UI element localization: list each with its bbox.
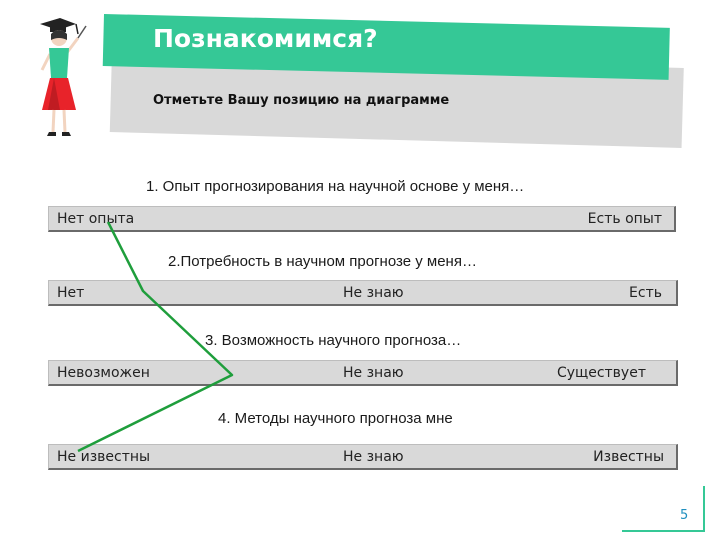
- scale-label-left: Невозможен: [57, 365, 150, 381]
- scale-bar-experience[interactable]: [48, 206, 676, 232]
- teacher-figure-icon: [28, 14, 92, 140]
- question-2-text: 2.Потребность в научном прогнозе у меня…: [168, 253, 477, 270]
- scale-label-right: Есть: [629, 285, 662, 301]
- corner-decoration-horizontal: [622, 530, 705, 532]
- scale-label-right: Существует: [556, 365, 646, 381]
- slide-number: 5: [680, 508, 689, 523]
- question-1-text: 1. Опыт прогнозирования на научной основе у меня…: [146, 178, 525, 195]
- corner-decoration-vertical: [703, 486, 705, 532]
- scale-label-middle: Не знаю: [343, 285, 404, 301]
- question-4-text: 4. Методы научного прогноза мне: [218, 410, 453, 427]
- scale-label-middle: Не знаю: [343, 449, 404, 465]
- scale-label-left: Не известны: [57, 449, 151, 465]
- scale-label-left: Нет опыта: [57, 211, 135, 227]
- scale-bar-need[interactable]: [48, 280, 678, 306]
- scale-bar-possibility[interactable]: [48, 360, 678, 386]
- page-subtitle: Отметьте Вашу позицию на диаграмме: [153, 93, 450, 108]
- scale-bar-methods[interactable]: [48, 444, 678, 470]
- scale-label-left: Нет: [57, 285, 85, 301]
- scale-label-right: Известны: [593, 449, 664, 465]
- page-title: Познакомимся?: [153, 24, 378, 53]
- scale-label-middle: Не знаю: [343, 365, 404, 381]
- question-3-text: 3. Возможность научного прогноза…: [205, 332, 462, 349]
- scale-label-right: Есть опыт: [587, 211, 662, 227]
